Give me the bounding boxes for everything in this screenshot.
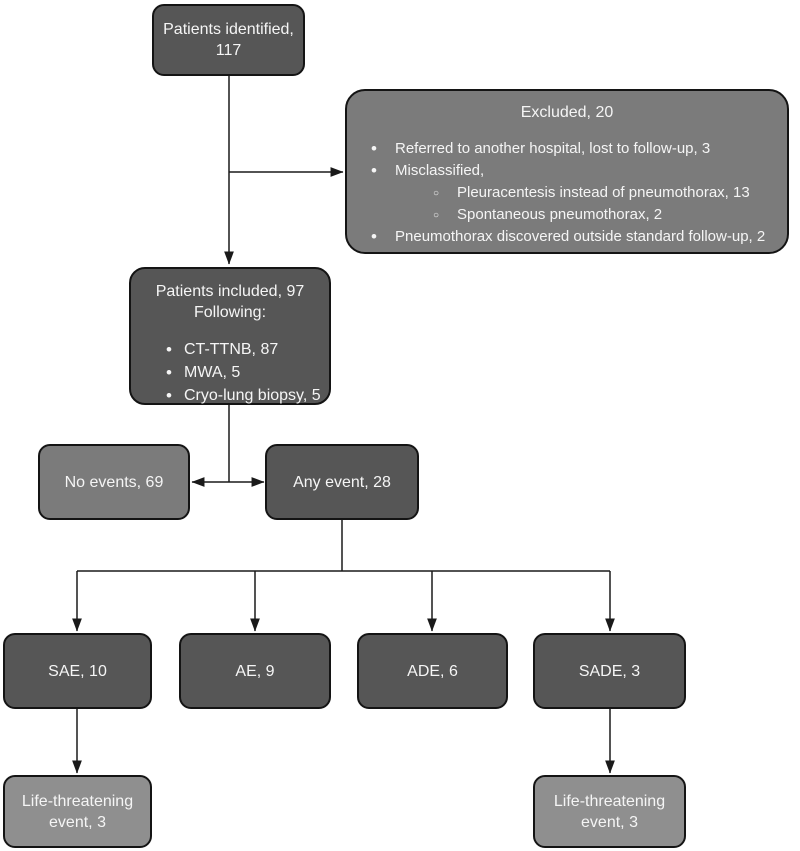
node-label: SAE, 10 — [48, 662, 107, 680]
list-item: • Pneumothorax discovered outside standard follow-up, 2 — [357, 226, 777, 248]
list-item: • Misclassified, — [357, 160, 777, 182]
list-item: • Referred to another hospital, lost to follow-up, 3 — [357, 138, 777, 160]
node-label-line2: event, 3 — [49, 813, 106, 831]
node-life-threatening-right — [533, 775, 686, 848]
node-patients-included — [129, 267, 331, 405]
node-excluded — [345, 89, 789, 254]
node-sae — [3, 633, 152, 709]
node-label: AE, 9 — [235, 662, 275, 680]
included-bullet-list — [139, 338, 321, 407]
node-label: Any event, 28 — [293, 473, 391, 491]
node-label-line1: Life-threatening — [553, 792, 666, 810]
node-label-line2: 117 — [215, 42, 242, 59]
node-ade — [357, 633, 508, 709]
node-label: ADE, 6 — [407, 662, 458, 680]
node-any-event — [265, 444, 419, 520]
node-life-threatening-left — [3, 775, 152, 848]
list-item: • Cryo-lung biopsy, 5 — [139, 384, 321, 407]
node-label: SADE, 3 — [578, 662, 641, 680]
node-patients-identified — [152, 4, 305, 76]
node-sade — [533, 633, 686, 709]
node-ae — [179, 633, 331, 709]
node-label-line2: Following: — [193, 304, 267, 321]
excluded-bullet-list — [357, 138, 777, 248]
node-label-line1: Life-threatening — [21, 792, 134, 810]
list-item: • MWA, 5 — [139, 361, 321, 384]
node-label-line2: event, 3 — [581, 813, 638, 831]
node-no-events — [38, 444, 190, 520]
list-item: ○ Spontaneous pneumothorax, 2 — [357, 204, 777, 226]
node-label-line1: Patients included, 97 — [155, 283, 305, 300]
node-title: Excluded, 20 — [520, 104, 614, 121]
node-label: No events, 69 — [64, 473, 164, 491]
list-item: • CT-TTNB, 87 — [139, 338, 321, 361]
list-item: ○ Pleuracentesis instead of pneumothorax, 13 — [357, 182, 777, 204]
node-label-line1: Patients identified, — [163, 21, 294, 38]
